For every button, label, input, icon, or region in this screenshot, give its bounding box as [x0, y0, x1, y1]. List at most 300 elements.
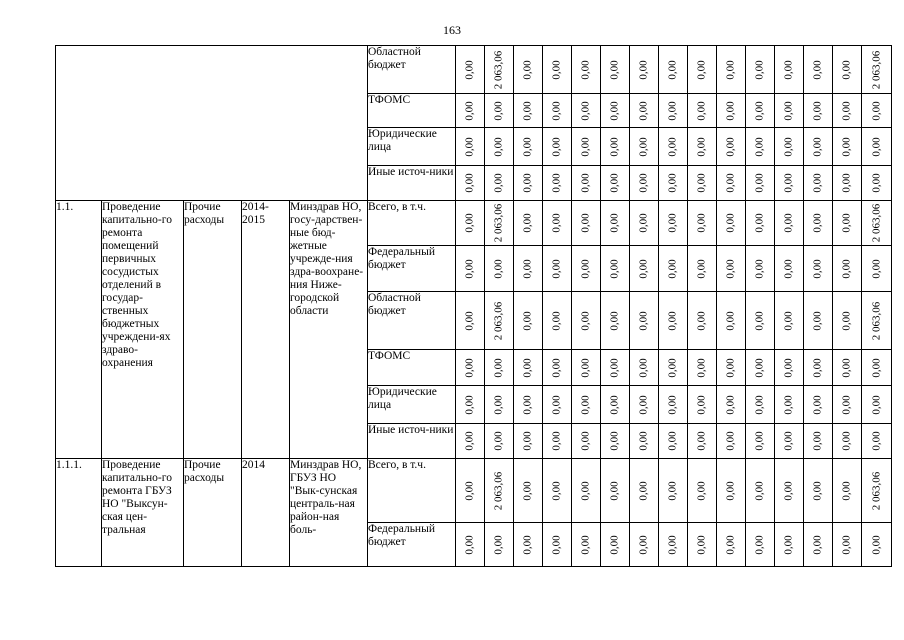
value-cell — [514, 424, 543, 459]
value-cell — [688, 459, 717, 523]
value-cell — [456, 46, 485, 94]
value-text: 0,00 — [782, 59, 795, 80]
value-text: 0,00 — [870, 394, 882, 415]
value-text: 0,00 — [521, 534, 534, 555]
value-cell — [601, 350, 630, 386]
value-text: 0,00 — [840, 213, 853, 233]
value-cell — [485, 386, 514, 424]
value-cell — [688, 201, 717, 246]
value-text: 0,00 — [608, 431, 621, 451]
value-text: 0,00 — [724, 431, 737, 451]
value-text: 0,00 — [724, 213, 737, 233]
value-text: 0,00 — [666, 173, 679, 193]
value-cell — [688, 166, 717, 201]
value-text: 0,00 — [521, 173, 534, 193]
value-cell — [456, 246, 485, 292]
value-cell — [717, 350, 746, 386]
item-name: Проведение капитально-го ремонта помещений первичных сосудистых отделений в государ-ственных бюджетных учреждени-ях здраво-охранения — [102, 201, 184, 459]
value-text: 0,00 — [492, 394, 505, 415]
funding-source: Федеральный бюджет — [368, 523, 456, 567]
value-cell — [746, 386, 775, 424]
value-cell — [659, 292, 688, 350]
value-cell — [572, 128, 601, 166]
value-cell — [717, 386, 746, 424]
value-cell — [485, 292, 514, 350]
value-text: 0,00 — [753, 59, 766, 80]
value-cell — [804, 424, 833, 459]
value-text: 0,00 — [608, 100, 621, 121]
value-cell — [630, 166, 659, 201]
value-cell — [688, 424, 717, 459]
value-cell — [572, 201, 601, 246]
value-cell — [630, 424, 659, 459]
value-cell — [543, 350, 572, 386]
value-text: 0,00 — [637, 136, 650, 157]
value-cell — [659, 424, 688, 459]
value-text: 0,00 — [579, 136, 592, 157]
value-text: 0,00 — [637, 173, 650, 193]
value-text: 0,00 — [666, 480, 679, 501]
value-text: 0,00 — [724, 310, 737, 331]
value-text: 0,00 — [550, 357, 563, 378]
value-cell — [688, 94, 717, 128]
value-text: 0,00 — [840, 480, 853, 501]
value-text: 0,00 — [550, 213, 563, 233]
value-cell — [833, 128, 862, 166]
value-text: 0,00 — [811, 480, 824, 501]
value-text: 0,00 — [463, 534, 476, 555]
value-cell — [717, 166, 746, 201]
value-text: 0,00 — [811, 394, 824, 415]
value-text: 0,00 — [492, 357, 505, 378]
value-text: 0,00 — [724, 59, 737, 80]
value-cell — [746, 246, 775, 292]
value-text: 0,00 — [463, 394, 476, 415]
value-cell — [485, 166, 514, 201]
value-text: 0,00 — [753, 534, 766, 555]
value-cell — [659, 94, 688, 128]
value-cell — [775, 424, 804, 459]
value-text: 0,00 — [579, 59, 592, 80]
value-cell — [775, 94, 804, 128]
value-text: 0,00 — [666, 431, 679, 451]
value-cell — [717, 46, 746, 94]
value-cell — [630, 386, 659, 424]
value-cell — [746, 350, 775, 386]
value-text: 0,00 — [724, 480, 737, 501]
value-cell — [456, 523, 485, 567]
funding-source: Юридические лица — [368, 386, 456, 424]
value-cell — [514, 46, 543, 94]
value-cell — [862, 246, 892, 292]
value-cell — [485, 350, 514, 386]
value-cell — [601, 459, 630, 523]
value-text: 0,00 — [724, 136, 737, 157]
value-cell — [630, 350, 659, 386]
value-text: 0,00 — [782, 310, 795, 331]
value-cell — [688, 246, 717, 292]
value-text: 0,00 — [666, 534, 679, 555]
value-text: 0,00 — [521, 100, 534, 121]
value-text: 0,00 — [695, 431, 708, 451]
value-cell — [601, 46, 630, 94]
value-cell — [601, 523, 630, 567]
value-text: 0,00 — [870, 173, 882, 193]
value-cell — [862, 424, 892, 459]
value-cell — [804, 459, 833, 523]
value-cell — [456, 350, 485, 386]
value-cell — [543, 94, 572, 128]
value-cell — [572, 523, 601, 567]
value-text: 0,00 — [724, 258, 737, 279]
value-cell — [717, 94, 746, 128]
value-text: 0,00 — [463, 258, 476, 279]
value-text: 0,00 — [753, 258, 766, 279]
value-text: 0,00 — [550, 100, 563, 121]
value-text: 0,00 — [753, 394, 766, 415]
value-text: 0,00 — [695, 173, 708, 193]
value-text: 0,00 — [550, 480, 563, 501]
value-cell — [862, 459, 892, 523]
value-cell — [688, 350, 717, 386]
value-text: 2 063,06 — [492, 301, 505, 340]
value-cell — [456, 201, 485, 246]
value-cell — [514, 246, 543, 292]
value-text: 0,00 — [724, 100, 737, 121]
value-text: 0,00 — [550, 136, 563, 157]
value-cell — [514, 386, 543, 424]
value-cell — [862, 386, 892, 424]
value-text: 0,00 — [840, 136, 853, 157]
value-text: 0,00 — [666, 213, 679, 233]
funding-source: ТФОМС — [368, 94, 456, 128]
value-text: 0,00 — [753, 136, 766, 157]
value-cell — [688, 386, 717, 424]
value-cell — [775, 523, 804, 567]
value-cell — [514, 523, 543, 567]
value-text: 0,00 — [695, 534, 708, 555]
value-text: 0,00 — [608, 59, 621, 80]
value-text: 0,00 — [840, 258, 853, 279]
value-cell — [775, 386, 804, 424]
value-cell — [804, 201, 833, 246]
value-cell — [514, 292, 543, 350]
value-text: 0,00 — [811, 136, 824, 157]
value-text: 0,00 — [695, 100, 708, 121]
value-cell — [746, 424, 775, 459]
value-cell — [543, 246, 572, 292]
value-text: 0,00 — [811, 59, 824, 80]
value-cell — [775, 246, 804, 292]
value-text: 0,00 — [840, 310, 853, 331]
value-cell — [659, 350, 688, 386]
value-cell — [630, 292, 659, 350]
value-text: 0,00 — [753, 431, 766, 451]
value-text: 0,00 — [695, 59, 708, 80]
value-cell — [746, 201, 775, 246]
value-cell — [717, 523, 746, 567]
value-text: 0,00 — [811, 431, 824, 451]
value-cell — [572, 94, 601, 128]
value-cell — [659, 386, 688, 424]
value-cell — [659, 201, 688, 246]
table-row — [56, 201, 892, 246]
value-cell — [601, 128, 630, 166]
value-text: 0,00 — [840, 59, 853, 80]
item-years: 2014 — [242, 459, 290, 567]
value-text: 0,00 — [870, 136, 882, 157]
value-text: 0,00 — [608, 394, 621, 415]
value-text: 2 063,06 — [870, 203, 882, 243]
item-executor: Минздрав НО, ГБУЗ НО "Вык-сунская централь-ная район-ная боль- — [290, 459, 368, 567]
value-cell — [775, 350, 804, 386]
value-cell — [601, 386, 630, 424]
value-cell — [543, 201, 572, 246]
value-cell — [543, 386, 572, 424]
value-text: 2 063,06 — [492, 50, 505, 89]
value-text: 0,00 — [637, 213, 650, 233]
value-cell — [572, 292, 601, 350]
value-text: 0,00 — [870, 534, 882, 555]
value-text: 0,00 — [637, 310, 650, 331]
value-text: 0,00 — [521, 258, 534, 279]
value-text: 0,00 — [579, 394, 592, 415]
value-text: 0,00 — [753, 357, 766, 378]
value-text: 0,00 — [463, 173, 476, 193]
value-cell — [717, 292, 746, 350]
value-text: 0,00 — [666, 100, 679, 121]
value-cell — [775, 128, 804, 166]
value-cell — [514, 94, 543, 128]
value-cell — [630, 46, 659, 94]
value-text: 0,00 — [492, 136, 505, 157]
value-cell — [543, 166, 572, 201]
value-text: 0,00 — [782, 173, 795, 193]
table-row — [56, 46, 892, 94]
value-text: 0,00 — [870, 431, 882, 451]
value-cell — [746, 292, 775, 350]
value-text: 0,00 — [811, 100, 824, 121]
value-text: 0,00 — [463, 310, 476, 331]
value-text: 0,00 — [521, 480, 534, 501]
value-text: 0,00 — [753, 213, 766, 233]
value-text: 0,00 — [550, 394, 563, 415]
value-cell — [572, 459, 601, 523]
value-text: 0,00 — [463, 59, 476, 80]
value-text: 0,00 — [724, 394, 737, 415]
value-text: 0,00 — [811, 310, 824, 331]
value-cell — [572, 246, 601, 292]
value-cell — [601, 201, 630, 246]
value-text: 0,00 — [666, 394, 679, 415]
value-text: 0,00 — [463, 357, 476, 378]
value-cell — [485, 128, 514, 166]
value-text: 0,00 — [666, 357, 679, 378]
value-cell — [717, 128, 746, 166]
value-text: 0,00 — [579, 258, 592, 279]
value-text: 0,00 — [550, 258, 563, 279]
value-text: 0,00 — [521, 59, 534, 80]
value-text: 0,00 — [666, 310, 679, 331]
value-cell — [601, 424, 630, 459]
value-text: 0,00 — [753, 480, 766, 501]
value-text: 0,00 — [695, 136, 708, 157]
value-text: 0,00 — [463, 480, 476, 501]
value-cell — [456, 166, 485, 201]
value-cell — [485, 201, 514, 246]
value-cell — [456, 128, 485, 166]
value-text: 0,00 — [695, 310, 708, 331]
value-cell — [543, 424, 572, 459]
value-cell — [717, 424, 746, 459]
value-text: 2 063,06 — [870, 471, 882, 510]
value-cell — [630, 523, 659, 567]
value-cell — [630, 201, 659, 246]
value-cell — [775, 459, 804, 523]
value-text: 0,00 — [637, 100, 650, 121]
value-cell — [717, 246, 746, 292]
funding-source: Областной бюджет — [368, 292, 456, 350]
value-text: 0,00 — [579, 100, 592, 121]
value-text: 0,00 — [521, 136, 534, 157]
value-text: 0,00 — [666, 258, 679, 279]
value-text: 0,00 — [579, 431, 592, 451]
value-text: 0,00 — [811, 173, 824, 193]
funding-source: Областной бюджет — [368, 46, 456, 94]
value-text: 0,00 — [579, 310, 592, 331]
value-cell — [514, 128, 543, 166]
value-text: 2 063,06 — [492, 471, 505, 510]
value-cell — [485, 523, 514, 567]
value-cell — [543, 292, 572, 350]
value-text: 0,00 — [608, 213, 621, 233]
value-cell — [514, 201, 543, 246]
value-cell — [746, 128, 775, 166]
value-text: 0,00 — [870, 258, 882, 279]
value-cell — [601, 166, 630, 201]
value-cell — [485, 246, 514, 292]
value-text: 0,00 — [463, 213, 476, 233]
value-cell — [630, 459, 659, 523]
value-text: 0,00 — [695, 357, 708, 378]
value-cell — [485, 459, 514, 523]
value-cell — [833, 386, 862, 424]
value-text: 0,00 — [579, 357, 592, 378]
value-text: 0,00 — [521, 394, 534, 415]
value-text: 0,00 — [608, 310, 621, 331]
value-text: 2 063,06 — [870, 301, 882, 340]
value-cell — [659, 246, 688, 292]
value-text: 0,00 — [492, 431, 505, 451]
value-text: 0,00 — [870, 100, 882, 121]
value-cell — [746, 459, 775, 523]
value-cell — [514, 166, 543, 201]
value-text: 0,00 — [608, 357, 621, 378]
value-cell — [804, 94, 833, 128]
value-cell — [862, 523, 892, 567]
value-cell — [833, 350, 862, 386]
value-cell — [862, 201, 892, 246]
value-text: 0,00 — [637, 357, 650, 378]
value-text: 0,00 — [637, 534, 650, 555]
value-cell — [833, 523, 862, 567]
value-cell — [456, 459, 485, 523]
value-cell — [543, 523, 572, 567]
value-cell — [572, 424, 601, 459]
value-cell — [833, 166, 862, 201]
value-cell — [456, 292, 485, 350]
value-cell — [688, 292, 717, 350]
value-cell — [862, 46, 892, 94]
value-text: 2 063,06 — [870, 50, 882, 89]
value-text: 0,00 — [666, 136, 679, 157]
value-text: 0,00 — [666, 59, 679, 80]
value-cell — [485, 46, 514, 94]
value-cell — [572, 350, 601, 386]
value-cell — [862, 292, 892, 350]
value-text: 0,00 — [637, 431, 650, 451]
value-text: 0,00 — [550, 534, 563, 555]
value-cell — [688, 128, 717, 166]
value-text: 0,00 — [840, 357, 853, 378]
expense-type: Прочие расходы — [184, 459, 242, 567]
funding-source: Иные источ-ники — [368, 166, 456, 201]
value-cell — [833, 459, 862, 523]
value-text: 0,00 — [840, 431, 853, 451]
value-cell — [688, 523, 717, 567]
value-cell — [833, 424, 862, 459]
value-text: 0,00 — [550, 310, 563, 331]
value-cell — [514, 350, 543, 386]
value-cell — [456, 386, 485, 424]
value-cell — [630, 94, 659, 128]
value-cell — [543, 459, 572, 523]
value-text: 0,00 — [608, 136, 621, 157]
value-text: 0,00 — [637, 59, 650, 80]
item-number: 1.1. — [56, 201, 102, 459]
item-executor: Минздрав НО, госу-дарствен-ные бюд-жетные учрежде-ния здра-воохране-ния Ниже-городской области — [290, 201, 368, 459]
value-text: 0,00 — [637, 480, 650, 501]
value-cell — [833, 292, 862, 350]
value-cell — [862, 128, 892, 166]
value-text: 0,00 — [782, 258, 795, 279]
value-cell — [456, 94, 485, 128]
value-text: 0,00 — [753, 310, 766, 331]
value-cell — [543, 46, 572, 94]
value-cell — [804, 128, 833, 166]
value-text: 2 063,06 — [492, 203, 505, 243]
budget-table — [55, 45, 892, 567]
value-text: 0,00 — [811, 534, 824, 555]
value-cell — [804, 246, 833, 292]
value-cell — [572, 46, 601, 94]
value-cell — [746, 94, 775, 128]
value-text: 0,00 — [782, 357, 795, 378]
value-text: 0,00 — [695, 213, 708, 233]
value-text: 0,00 — [782, 136, 795, 157]
value-cell — [862, 166, 892, 201]
value-cell — [601, 94, 630, 128]
value-text: 0,00 — [811, 357, 824, 378]
value-cell — [659, 459, 688, 523]
value-cell — [775, 201, 804, 246]
value-cell — [572, 386, 601, 424]
item-years: 2014-2015 — [242, 201, 290, 459]
value-cell — [659, 523, 688, 567]
value-cell — [804, 386, 833, 424]
value-cell — [862, 94, 892, 128]
value-cell — [804, 350, 833, 386]
